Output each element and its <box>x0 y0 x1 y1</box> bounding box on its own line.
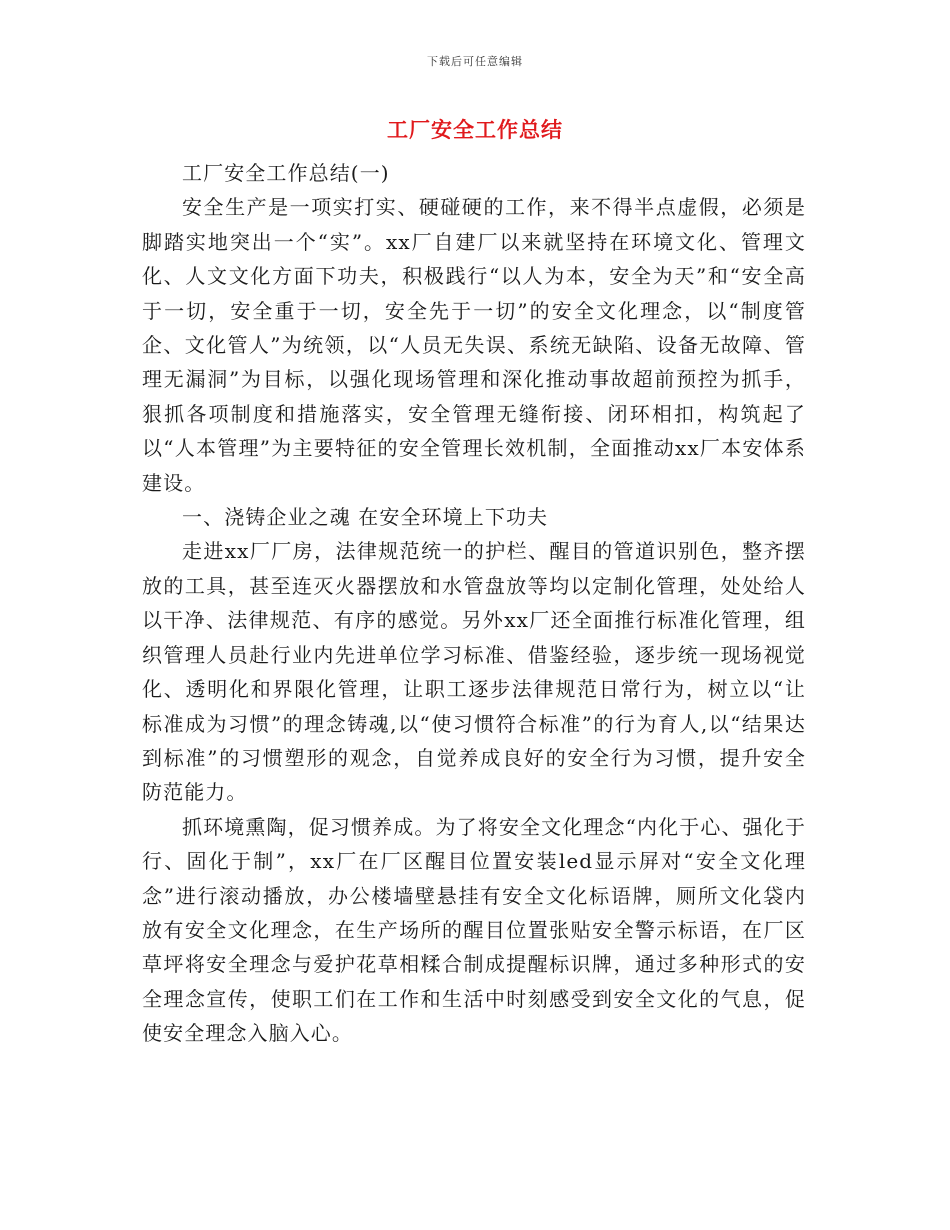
section-heading: 一、浇铸企业之魂 在安全环境上下功夫 <box>182 505 549 530</box>
document-title: 工厂安全工作总结 <box>387 117 563 142</box>
page-header-note: 下载后可任意编辑 <box>427 55 523 68</box>
body-paragraph: 安全生产是一项实打实、硬碰硬的工作，来不得半点虚假，必须是脚踏实地突出一个“实”。xx厂自建厂以来就坚持在环境文化、管理文化、人文文化方面下功夫，积极践行“以人为本，安全为天”和“安全高于一切，安全重于一切，安全先于一切”的安全文化理念，以“制度管企、文化管人”为统领，以“人员无失误、系统无缺陷、设备无故障、管理无漏洞”为目标，以强化现场管理和深化推动事故超前预控为抓手，狠抓各项制度和措施落实，安全管理无缝衔接、闭环相扣，构筑起了以“人本管理”为主要特征的安全管理长效机制，全面推动xx厂本安体系建设。 <box>142 195 806 495</box>
body-paragraph: 走进xx厂厂房，法律规范统一的护栏、醒目的管道识别色，整齐摆放的工具，甚至连灭火器摆放和水管盘放等均以定制化管理，处处给人以干净、法律规范、有序的感觉。另外xx厂还全面推行标准化管理，组织管理人员赴行业内先进单位学习标准、借鉴经验，逐步统一现场视觉化、透明化和界限化管理，让职工逐步法律规范日常行为，树立以“让标准成为习惯”的理念铸魂,以“使习惯符合标准”的行为育人,以“结果达到标准”的习惯塑形的观念，自觉养成良好的安全行为习惯，提升安全防范能力。 <box>142 539 806 805</box>
document-subtitle: 工厂安全工作总结(一) <box>182 161 390 185</box>
document-body <box>142 156 806 1051</box>
body-paragraph: 抓环境熏陶，促习惯养成。为了将安全文化理念“内化于心、强化于行、固化于制”，xx厂在厂区醒目位置安装led显示屏对“安全文化理念”进行滚动播放，办公楼墙壁悬挂有安全文化标语牌，厕所文化袋内放有安全文化理念，在生产场所的醒目位置张贴安全警示标语，在厂区草坪将安全理念与爱护花草相糅合制成提醒标识牌，通过多种形式的安全理念宣传，使职工们在工作和生活中时刻感受到安全文化的气息，促使安全理念入脑入心。 <box>142 814 806 1046</box>
